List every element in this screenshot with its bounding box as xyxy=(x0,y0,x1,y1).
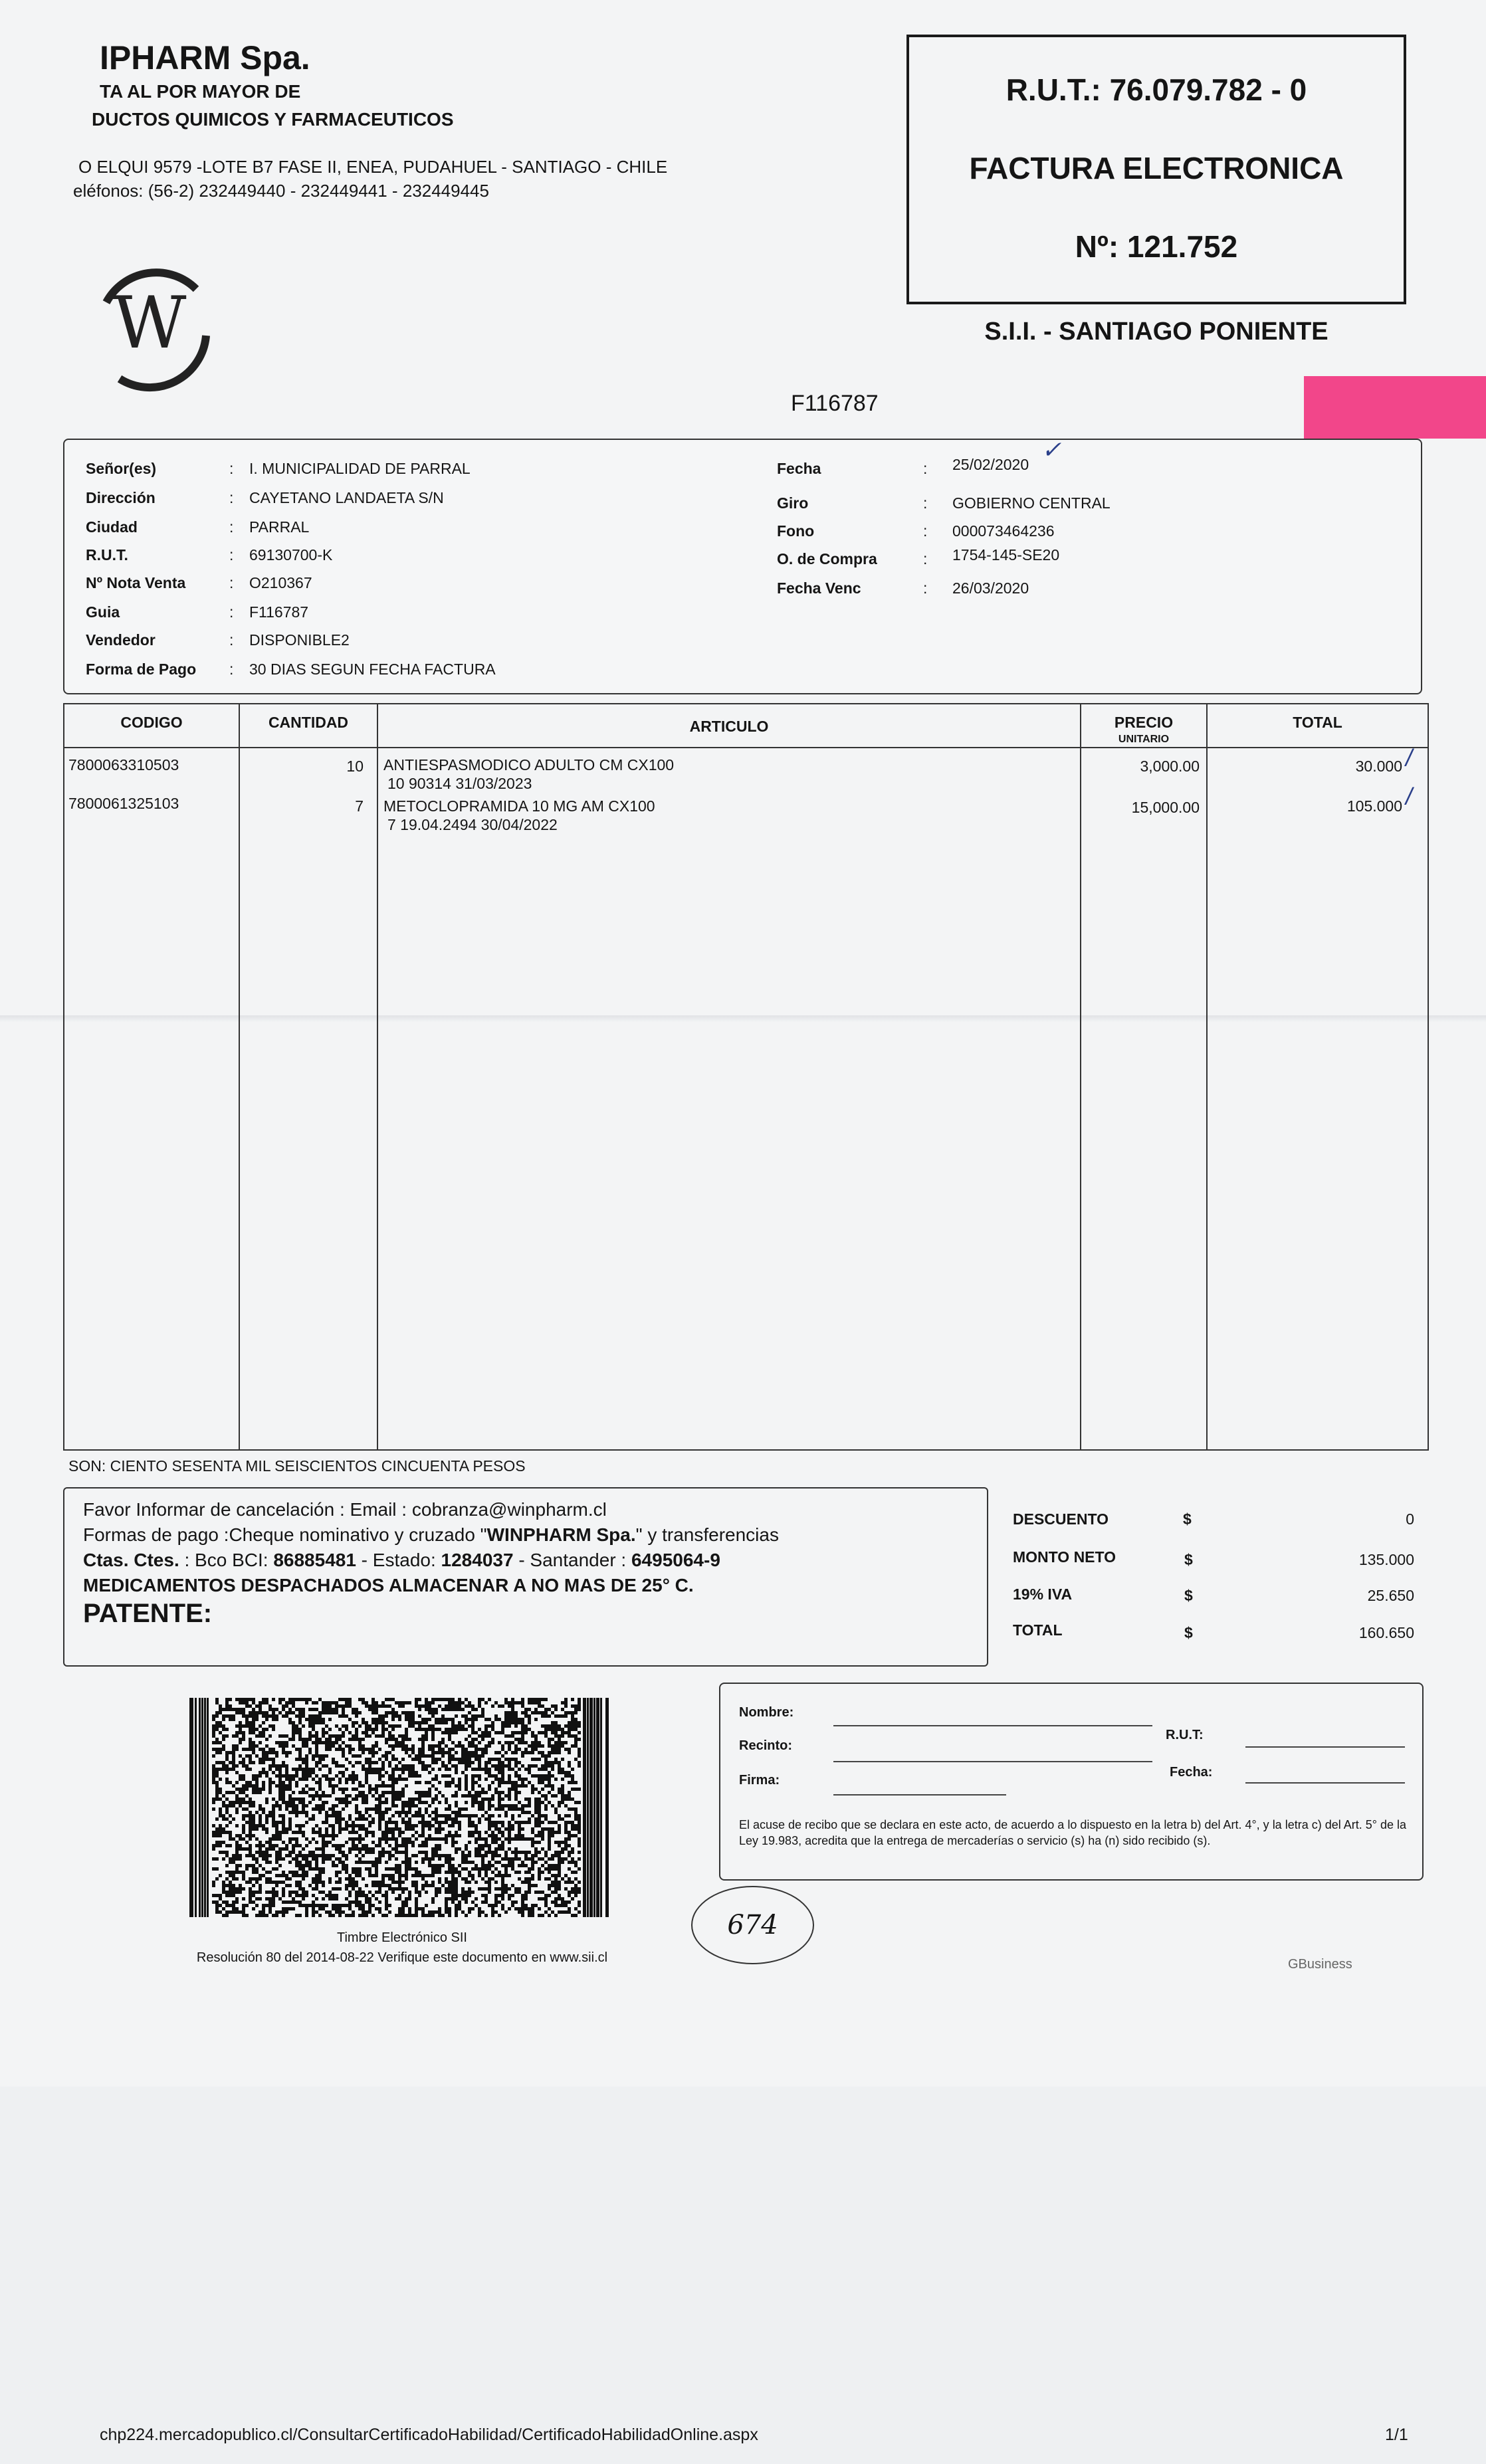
pdf417-barcode-icon xyxy=(189,1698,615,1917)
label-giro: Giro xyxy=(777,494,809,512)
row1-cantidad: 10 xyxy=(346,758,364,775)
guia-reference: F116787 xyxy=(791,391,879,416)
sii-office: S.I.I. - SANTIAGO PONIENTE xyxy=(984,318,1328,346)
value-vendedor: DISPONIBLE2 xyxy=(249,631,350,649)
label-guia: Guia xyxy=(86,603,120,621)
receipt-legal-text: El acuse de recibo que se declara en este acto, de acuerdo a lo dispuesto en la letra b) del Art. 4°, y la letra c) del Art. 5° de la Ley 19.983, acredita que la entrega de mercaderías o servicio (s) ha (n) sido recibido (s). xyxy=(739,1818,1406,1847)
value-iva: 25.650 xyxy=(1367,1587,1414,1604)
rut-field[interactable] xyxy=(1245,1746,1405,1748)
rut-box xyxy=(906,35,1406,304)
value-fono: 000073464236 xyxy=(952,522,1055,540)
timbre-title: Timbre Electrónico SII xyxy=(337,1930,467,1945)
currency-total: $ xyxy=(1184,1624,1193,1641)
label-orden-compra: O. de Compra xyxy=(777,550,877,567)
row2-precio: 15,000.00 xyxy=(1131,799,1200,816)
handwritten-check-mark: ✓ xyxy=(1041,436,1062,463)
issuer-address: O ELQUI 9579 -LOTE B7 FASE II, ENEA, PUDAHUEL - SANTIAGO - CHILE xyxy=(78,157,668,177)
label-receipt-rut: R.U.T: xyxy=(1166,1728,1204,1742)
footer-page-number: 1/1 xyxy=(1385,2425,1408,2444)
footer-url: chp224.mercadopublico.cl/ConsultarCertificadoHabilidad/CertificadoHabilidadOnline.aspx xyxy=(100,2425,758,2444)
timbre-resolution: Resolución 80 del 2014-08-22 Verifique este documento en www.sii.cl xyxy=(196,1950,608,1965)
payment-notes-box xyxy=(63,1487,988,1667)
value-senores: I. MUNICIPALIDAD DE PARRAL xyxy=(249,460,471,477)
row1-articulo: ANTIESPASMODICO ADULTO CM CX100 xyxy=(383,756,675,773)
label-nota-venta: Nº Nota Venta xyxy=(86,574,186,591)
logo-letter: W xyxy=(112,282,187,365)
label-vendedor: Vendedor xyxy=(86,631,156,649)
label-descuento: DESCUENTO xyxy=(1013,1510,1109,1528)
document-type: FACTURA ELECTRONICA xyxy=(969,151,1344,185)
label-rut: R.U.T. xyxy=(86,546,128,564)
issuer-rut: R.U.T.: 76.079.782 - 0 xyxy=(1006,72,1307,107)
col-divider xyxy=(239,704,240,1449)
row2-codigo: 7800061325103 xyxy=(68,795,179,812)
label-monto-neto: MONTO NETO xyxy=(1013,1548,1116,1566)
value-total: 160.650 xyxy=(1358,1624,1414,1641)
label-nombre: Nombre: xyxy=(739,1705,794,1720)
col-divider xyxy=(377,704,378,1449)
pink-tab xyxy=(1304,376,1486,439)
row1-codigo: 7800063310503 xyxy=(68,756,179,773)
label-senores: Señor(es) xyxy=(86,460,157,477)
value-direccion: CAYETANO LANDAETA S/N xyxy=(249,489,444,506)
header-total: TOTAL xyxy=(1293,714,1342,731)
recinto-field[interactable] xyxy=(833,1761,1152,1762)
notes-payment-forms: Formas de pago :Cheque nominativo y cruzado "WINPHARM Spa." y transferencias xyxy=(83,1524,779,1545)
label-ciudad: Ciudad xyxy=(86,518,138,536)
firma-field[interactable] xyxy=(833,1794,1006,1796)
invoice-number: Nº: 121.752 xyxy=(1075,229,1238,264)
value-guia: F116787 xyxy=(249,603,309,621)
value-rut: 69130700-K xyxy=(249,546,333,564)
row2-cantidad: 7 xyxy=(355,797,364,815)
header-articulo: ARTICULO xyxy=(689,718,769,735)
label-direccion: Dirección xyxy=(86,489,156,506)
value-forma-pago: 30 DIAS SEGUN FECHA FACTURA xyxy=(249,661,496,678)
items-table xyxy=(63,703,1429,1451)
lower-sheet xyxy=(0,2087,1486,2464)
currency-descuento: $ xyxy=(1183,1510,1192,1528)
row1-total: 30.000 xyxy=(1355,758,1402,775)
label-firma: Firma: xyxy=(739,1773,780,1788)
header-divider xyxy=(64,747,1428,748)
amount-in-words: SON: CIENTO SESENTA MIL SEISCIENTOS CINCUENTA PESOS xyxy=(68,1457,526,1475)
issuer-activity-2: DUCTOS QUIMICOS Y FARMACEUTICOS xyxy=(92,109,454,130)
issuer-name: IPHARM Spa. xyxy=(100,39,310,76)
handwritten-check-mark: / xyxy=(1406,783,1413,810)
powered-by-logo: GBusiness xyxy=(1288,1957,1352,1972)
handwritten-check-mark: / xyxy=(1406,744,1413,771)
label-forma-pago: Forma de Pago xyxy=(86,661,197,678)
col-divider xyxy=(1206,704,1208,1449)
value-nota-venta: O210367 xyxy=(249,574,312,591)
nombre-field[interactable] xyxy=(833,1725,1152,1726)
label-fono: Fono xyxy=(777,522,815,540)
receipt-acknowledgment-box xyxy=(719,1683,1424,1881)
value-monto-neto: 135.000 xyxy=(1358,1551,1414,1568)
notes-cancelation: Favor Informar de cancelación : Email : cobranza@winpharm.cl xyxy=(83,1499,607,1520)
value-descuento: 0 xyxy=(1406,1510,1414,1528)
row1-precio: 3,000.00 xyxy=(1140,758,1200,775)
value-fecha: 25/02/2020 xyxy=(952,456,1029,473)
value-ciudad: PARRAL xyxy=(249,518,310,536)
issuer-phones: eléfonos: (56-2) 232449440 - 232449441 - 232449445 xyxy=(73,181,489,201)
value-giro: GOBIERNO CENTRAL xyxy=(952,494,1111,512)
notes-storage: MEDICAMENTOS DESPACHADOS ALMACENAR A NO MAS DE 25° C. xyxy=(83,1575,694,1595)
row2-total: 105.000 xyxy=(1346,797,1402,815)
label-iva: 19% IVA xyxy=(1013,1586,1073,1603)
winpharm-logo-icon xyxy=(80,256,219,395)
row1-detalle: 10 90314 31/03/2023 xyxy=(387,775,532,792)
header-precio: PRECIO xyxy=(1114,714,1174,731)
currency-monto-neto: $ xyxy=(1184,1551,1193,1568)
client-info-box: Señor(es) : I. MUNICIPALIDAD DE PARRAL Dirección : CAYETANO LANDAETA S/N Ciudad : PARRAL R.U.T. : 69130700-K Nº Nota Venta : O210367 Guia : F116787 Vendedor : DISPONIBLE2 Forma de Pago : 30 DIAS SEGUN FECHA FACTURA Fecha : 25/02/2020 ✓ Giro : GOBIERNO CENTRAL Fono : 000073464236 O. de Compra : 1754-145-SE20 Fecha Venc : 26/03/2020 xyxy=(63,439,1422,694)
fecha-field[interactable] xyxy=(1245,1782,1405,1784)
value-fecha-venc: 26/03/2020 xyxy=(952,579,1029,597)
row2-detalle: 7 19.04.2494 30/04/2022 xyxy=(387,816,558,833)
label-fecha: Fecha xyxy=(777,460,821,477)
value-orden-compra: 1754-145-SE20 xyxy=(952,546,1060,564)
label-fecha-venc: Fecha Venc xyxy=(777,579,861,597)
issuer-activity-1: TA AL POR MAYOR DE xyxy=(100,81,301,102)
label-recinto: Recinto: xyxy=(739,1738,792,1753)
row2-articulo: METOCLOPRAMIDA 10 MG AM CX100 xyxy=(383,797,655,815)
header-cantidad: CANTIDAD xyxy=(268,714,349,731)
label-receipt-fecha: Fecha: xyxy=(1170,1765,1213,1780)
label-total: TOTAL xyxy=(1013,1621,1063,1639)
notes-bank-accounts: Ctas. Ctes. : Bco BCI: 86885481 - Estado: 1284037 - Santander : 6495064-9 xyxy=(83,1550,720,1570)
handwritten-number-stamp: 674 xyxy=(691,1886,814,1964)
header-precio-unitario: UNITARIO xyxy=(1118,734,1170,745)
notes-patente: PATENTE: xyxy=(83,1599,213,1628)
header-codigo: CODIGO xyxy=(120,714,183,731)
currency-iva: $ xyxy=(1184,1587,1193,1604)
